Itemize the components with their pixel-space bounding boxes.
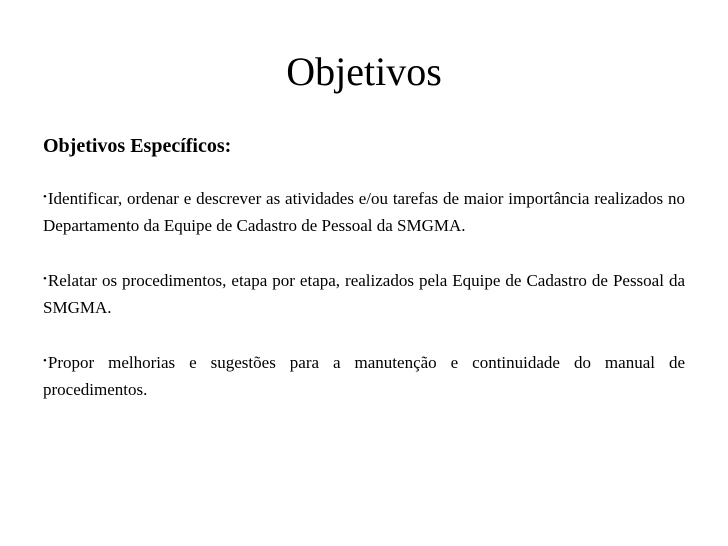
objectives-list: [43, 184, 685, 430]
section-subtitle: Objetivos Específicos:: [43, 135, 232, 157]
bullet-icon: •: [43, 273, 47, 285]
objective-item-relatar: [43, 266, 685, 321]
objective-text: Relatar os procedimentos, etapa por etapa, realizados pela Equipe de Cadastro de Pessoal da SMGMA.: [43, 271, 685, 317]
objective-item-identificar: [43, 184, 685, 239]
objective-text: Propor melhorias e sugestões para a manutenção e continuidade do manual de procedimentos.: [43, 353, 685, 399]
objective-text: Identificar, ordenar e descrever as atividades e/ou tarefas de maior importância realizados no Departamento da Equipe de Cadastro de Pessoal da SMGMA.: [43, 189, 685, 235]
objective-item-propor: [43, 348, 685, 403]
bullet-icon: •: [43, 355, 47, 367]
slide-title: Objetivos: [286, 49, 442, 94]
bullet-icon: •: [43, 191, 47, 203]
